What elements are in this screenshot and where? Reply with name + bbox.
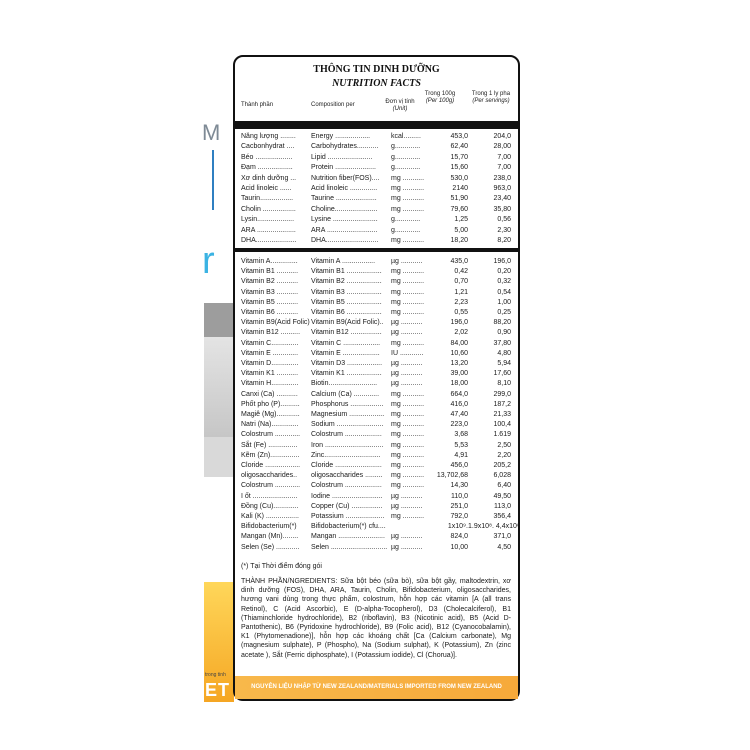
nutrient-name-vi: Béo ................... xyxy=(241,153,293,161)
nutrient-per-serving: 205,2 xyxy=(493,462,511,469)
nutrient-per100: 62,40 xyxy=(450,143,468,151)
nutrient-name-en: Sodium ........................ xyxy=(311,421,384,429)
nutrient-per100: 0,55 xyxy=(454,309,468,316)
nutrition-row xyxy=(241,298,511,308)
nutrient-per100: 2140 xyxy=(452,185,468,192)
nutrient-name-vi: Vitamin B12 .......... xyxy=(241,329,301,337)
nutrition-row xyxy=(241,184,511,194)
nutrition-row xyxy=(241,390,511,400)
nutrient-name-en: Vitamin C ................... xyxy=(311,339,381,347)
nutrition-label xyxy=(233,55,520,701)
nutrition-row xyxy=(241,142,511,152)
nutrient-name-en: Vitamin E ................... xyxy=(311,349,380,357)
nutrient-per-serving: 5,94 xyxy=(497,360,511,367)
package-letter-r: r xyxy=(202,240,215,282)
nutrient-per100: 664,0 xyxy=(450,390,468,398)
header-unit xyxy=(385,99,415,112)
header-per100-vi: Trong 100g xyxy=(424,91,456,97)
nutrient-per100: 5,00 xyxy=(454,226,468,234)
nutrient-name-vi: DHA..................... xyxy=(241,237,297,244)
nutrient-name-en: Phosphorus ................. xyxy=(311,400,384,408)
nutrient-per-serving: 196,0 xyxy=(493,258,511,265)
nutrient-per-serving: 100,4 xyxy=(493,421,511,429)
nutrient-name-vi: Cacbonhydrat .... xyxy=(241,143,295,151)
header-unit-vi: Đơn vị tính xyxy=(385,99,415,105)
nutrition-row xyxy=(241,410,511,420)
nutrient-name-en: Lysine ....................... xyxy=(311,216,378,224)
nutrient-name-vi: I ốt ....................... xyxy=(241,492,298,500)
nutrient-per100: 792,0 xyxy=(450,513,468,520)
package-blue-line xyxy=(212,150,214,210)
nutrient-per-serving: 1.9x10⁸. 4,4x10⁸ xyxy=(468,523,520,531)
nutrient-name-en: Iodine .......................... xyxy=(311,492,383,500)
nutrient-per100: 0,42 xyxy=(454,268,468,276)
nutrient-per100: 51,90 xyxy=(450,195,468,203)
nutrient-name-vi: Vitamin B3 ........... xyxy=(241,288,299,296)
nutrient-name-vi: Vitamin K1 ........... xyxy=(241,370,299,378)
nutrient-per100: 5,53 xyxy=(454,441,468,449)
package-et-text: ET xyxy=(205,680,231,700)
nutrition-row xyxy=(241,308,511,318)
nutrient-unit: µg ........... xyxy=(391,380,423,388)
nutrient-per-serving: 2,50 xyxy=(497,441,511,449)
nutrient-per-serving: 2,20 xyxy=(497,451,511,459)
nutrient-name-vi: ARA .................... xyxy=(241,226,296,234)
nutrient-name-vi: Lysin................... xyxy=(241,216,295,224)
package-right-background xyxy=(520,0,750,750)
nutrient-unit: mg ........... xyxy=(391,472,425,480)
nutrient-name-vi: Vitamin D.............. xyxy=(241,360,299,367)
nutrient-name-en: Copper (Cu) ................ xyxy=(311,502,383,510)
nutrition-row xyxy=(241,277,511,287)
nutrient-unit: mg ........... xyxy=(391,268,425,276)
nutrient-unit: mg ........... xyxy=(391,298,425,306)
nutrient-name-en: Colostrum ................... xyxy=(311,431,382,439)
nutrient-unit: mg ........... xyxy=(391,390,425,398)
nutrient-name-vi: Colostrum ............. xyxy=(241,431,301,439)
nutrient-name-vi: Colostrum ............. xyxy=(241,482,301,490)
package-gray-gradient xyxy=(204,337,234,437)
nutrient-per100: 10,00 xyxy=(450,543,468,551)
nutrient-per100: 453,0 xyxy=(450,133,468,140)
nutrient-unit: µg ........... xyxy=(391,543,423,551)
nutrient-name-en: Taurine ..................... xyxy=(311,195,377,203)
nutrition-row xyxy=(241,430,511,440)
nutrient-unit: mg ........... xyxy=(391,174,425,182)
nutrient-per100: 435,0 xyxy=(450,258,468,265)
nutrient-unit: mg ........... xyxy=(391,421,425,429)
nutrient-unit: µg ........... xyxy=(391,360,423,367)
nutrient-name-vi: Acid linoleic ...... xyxy=(241,185,292,192)
nutrient-unit: mg ........... xyxy=(391,185,425,192)
nutrient-per-serving: 7,00 xyxy=(497,164,511,172)
nutrient-name-en: Selen ............................. xyxy=(311,543,388,551)
ingredients-text: THÀNH PHẦN/NGREDIENTS: Sữa bột béo (sữa bò), sữa bột gầy, maltodextrin, xơ dinh dưỡng (FOS), DHA, ARA, Taurin, Cholin, Bifidobacterium, oligosaccharides, hương vani dùng trong thực phẩm, colostrum, hỗn hợp các vitamin [A (all trans Retinol), C (Acid Ascorbic), E (D-alpha-Tocopherol), D3 (Cholecalciferol), B1 (Thiaminchloride hydrochloride), B2 (riboflavin), B3 (Nicotinic acid), B5 (Acid D-Pantothenic), B6 (Pyridoxine hydrochloride), B9 (Folic acid), B12 (Cyanocobalamin), K1 (Phytomenadione)], hỗn hợp các khoáng chất [Ca (Calcium carbonate), Mg (magnesium sulphate), P (Phospho), Na (Sodium sulphat), K (Potassium), Zn (zinc acetate ), Sắt (Ferric diphosphate), I (Potassium iodide), Cl (Chorua)]. xyxy=(241,578,511,659)
nutrient-unit: g............. xyxy=(391,216,421,224)
nutrition-row xyxy=(241,328,511,338)
nutrient-unit: mg ........... xyxy=(391,441,425,449)
nutrition-row xyxy=(241,471,511,481)
nutrient-per-serving: 356,4 xyxy=(493,513,511,520)
nutrient-name-vi: Cholin ................. xyxy=(241,205,296,213)
nutrient-name-en: Bifidobacterium(*) cfu.... xyxy=(311,523,386,531)
package-small-text: trong tinh xyxy=(205,672,226,678)
nutrient-name-vi: Vitamin H.............. xyxy=(241,380,299,388)
nutrient-per-serving: 28,00 xyxy=(493,143,511,151)
nutrient-per-serving: 4,80 xyxy=(497,349,511,357)
nutrient-name-vi: Vitamin B1 ........... xyxy=(241,268,299,276)
nutrient-name-vi: Phốt pho (P).......... xyxy=(241,400,300,408)
nutrient-name-vi: Kali (K) ................. xyxy=(241,513,299,520)
nutrient-per100: 15,70 xyxy=(450,153,468,161)
nutrient-name-vi: Mangan (Mn)........ xyxy=(241,533,299,541)
header-per100 xyxy=(423,91,457,104)
origin-banner-text: NGUYÊN LIỆU NHẬP TỪ NEW ZEALAND/MATERIALS IMPORTED FROM NEW ZEALAND xyxy=(251,684,502,690)
nutrient-unit: mg ........... xyxy=(391,205,425,213)
nutrition-row xyxy=(241,236,511,246)
nutrient-per-serving: 0,90 xyxy=(497,329,511,337)
nutrition-row xyxy=(241,441,511,451)
nutrient-name-en: Acid linoleic .............. xyxy=(311,185,378,192)
nutrient-name-en: Vitamin B2 .................. xyxy=(311,278,382,286)
nutrient-name-en: Vitamin B1 .................. xyxy=(311,268,382,276)
nutrient-name-vi: Taurin................. xyxy=(241,195,294,203)
nutrition-row xyxy=(241,267,511,277)
nutrient-per-serving: 6,028 xyxy=(493,472,511,480)
nutrient-unit: mg ........... xyxy=(391,309,425,316)
nutrient-per-serving: 37,80 xyxy=(493,339,511,347)
nutrient-per100: 84,00 xyxy=(450,339,468,347)
nutrient-unit: µg ........... xyxy=(391,258,423,265)
header-composition: Composition per xyxy=(311,102,355,108)
nutrient-per-serving: 0,56 xyxy=(497,216,511,224)
nutrition-row xyxy=(241,226,511,236)
nutrient-per100: 47,40 xyxy=(450,411,468,418)
nutrient-per-serving: 187,2 xyxy=(493,400,511,408)
header-component: Thành phần xyxy=(241,102,274,108)
nutrient-name-vi: Vitamin B2 ........... xyxy=(241,278,299,286)
nutrient-name-en: Iron .............................. xyxy=(311,441,384,449)
nutrient-per-serving: 2,30 xyxy=(497,226,511,234)
nutrient-per100: 79,60 xyxy=(450,205,468,213)
nutrient-name-vi: Natri (Na).............. xyxy=(241,421,299,429)
nutrient-per-serving: 49,50 xyxy=(493,492,511,500)
nutrient-per100: 1,21 xyxy=(454,288,468,296)
nutrient-unit: mg ........... xyxy=(391,431,425,439)
nutrient-unit: µg ........... xyxy=(391,370,423,378)
nutrient-per100: 223,0 xyxy=(450,421,468,429)
nutrient-unit: mg ........... xyxy=(391,288,425,296)
nutrient-per100: 3,68 xyxy=(454,431,468,439)
nutrient-per-serving: 7,00 xyxy=(497,153,511,161)
nutrient-name-en: Calcium (Ca) ............. xyxy=(311,390,380,398)
nutrient-name-en: Energy .................. xyxy=(311,133,371,140)
nutrient-per-serving: 8,10 xyxy=(497,380,511,388)
nutrition-row xyxy=(241,163,511,173)
nutrient-per-serving: 17,60 xyxy=(493,370,511,378)
nutrient-per100: 110,0 xyxy=(451,492,468,500)
nutrient-per100: 251,0 xyxy=(450,502,468,510)
nutrient-per-serving: 6,40 xyxy=(497,482,511,490)
nutrition-row xyxy=(241,369,511,379)
nutrition-row xyxy=(241,522,520,532)
nutrient-per-serving: 8,20 xyxy=(497,237,511,244)
nutrient-per100: 1x10⁹. xyxy=(447,523,468,531)
package-left-background xyxy=(0,0,232,750)
nutrition-row xyxy=(241,512,511,522)
nutrient-per100: 13,20 xyxy=(450,360,468,367)
nutrient-name-vi: oligosaccharides.. xyxy=(241,472,298,480)
nutrient-name-en: Colostrum ................... xyxy=(311,482,382,490)
nutrient-name-vi: Canxi (Ca) ........... xyxy=(241,390,298,398)
section-divider xyxy=(235,248,518,252)
nutrient-name-vi: Năng lượng ........ xyxy=(241,133,296,140)
nutrient-name-en: Choline...................... xyxy=(311,205,378,213)
nutrient-name-en: Vitamin B5 .................. xyxy=(311,298,382,306)
nutrient-name-en: Vitamin B12 ................ xyxy=(311,329,382,337)
nutrient-unit: µg ........... xyxy=(391,492,423,500)
nutrient-unit: mg ........... xyxy=(391,462,425,469)
nutrient-per100: 2,02 xyxy=(454,329,468,337)
nutrient-name-en: Vitamin A ................. xyxy=(311,258,376,265)
nutrient-name-en: Vitamin K1 .................. xyxy=(311,370,382,378)
nutrient-unit: mg ........... xyxy=(391,411,425,418)
nutrient-per-serving: 1,00 xyxy=(497,298,511,306)
nutrition-row xyxy=(241,318,511,328)
nutrient-per100: 14,30 xyxy=(450,482,468,490)
nutrient-name-en: Cloride ........................ xyxy=(311,462,382,469)
nutrient-per-serving: 238,0 xyxy=(493,174,511,182)
nutrient-unit: µg ........... xyxy=(391,502,423,510)
header-per100-en: (Per 100g) xyxy=(425,97,455,104)
nutrition-row xyxy=(241,132,511,142)
nutrient-per-serving: 204,0 xyxy=(493,133,511,140)
nutrient-per100: 1,25 xyxy=(454,216,468,224)
nutrient-name-en: ARA .......................... xyxy=(311,226,378,234)
nutrient-per-serving: 88,20 xyxy=(493,319,511,327)
nutrient-name-vi: Đạm .................. xyxy=(241,164,293,172)
nutrient-unit: kcal......... xyxy=(391,133,421,140)
nutrient-unit: mg ........... xyxy=(391,400,425,408)
nutrient-per-serving: 963,0 xyxy=(493,185,511,192)
nutrient-per100: 13,702,68 xyxy=(436,472,468,480)
nutrient-name-vi: Vitamin B6 ........... xyxy=(241,309,299,316)
nutrient-per100: 15,60 xyxy=(450,164,468,172)
nutrition-row xyxy=(241,420,511,430)
nutrition-row xyxy=(241,461,511,471)
nutrient-per100: 824,0 xyxy=(450,533,468,541)
nutrient-name-vi: Magiê (Mg)............ xyxy=(241,411,300,418)
nutrient-per-serving: 4,50 xyxy=(497,543,511,551)
nutrient-per100: 2,23 xyxy=(454,298,468,306)
nutrition-row xyxy=(241,481,511,491)
nutrient-per-serving: 21,33 xyxy=(493,411,511,418)
nutrition-row xyxy=(241,543,511,553)
nutrient-name-en: Mangan ........................ xyxy=(311,533,385,541)
nutrition-row xyxy=(241,205,511,215)
header-unit-en: (Unit) xyxy=(392,105,408,112)
nutrient-per100: 10,60 xyxy=(450,349,468,357)
nutrient-name-vi: Selen (Se) ............ xyxy=(241,543,300,551)
nutrition-row xyxy=(241,194,511,204)
nutrient-name-vi: Cloride .................. xyxy=(241,462,301,469)
nutrient-name-en: Carbohydrates........... xyxy=(311,143,379,151)
nutrient-per100: 196,0 xyxy=(450,319,468,327)
nutrient-name-vi: Vitamin B5 ........... xyxy=(241,298,299,306)
nutrient-name-en: DHA........................... xyxy=(311,237,379,244)
label-title-vi: THÔNG TIN DINH DƯỠNG xyxy=(313,64,440,75)
nutrient-unit: mg ........... xyxy=(391,482,425,490)
nutrition-row xyxy=(241,379,511,389)
nutrient-per100: 0,70 xyxy=(454,278,468,286)
nutrient-per-serving: 0,25 xyxy=(497,309,511,316)
nutrition-row xyxy=(241,288,511,298)
nutrition-row xyxy=(241,359,511,369)
nutrient-per-serving: 299,0 xyxy=(493,390,511,398)
package-letter-m: M xyxy=(202,120,221,145)
nutrient-per-serving: 0,54 xyxy=(497,288,511,296)
nutrition-row xyxy=(241,532,511,542)
nutrient-unit: mg ........... xyxy=(391,451,425,459)
nutrient-unit: mg ........... xyxy=(391,195,425,203)
nutrient-name-vi: Bifidobacterium(*) xyxy=(241,523,297,531)
header-serving xyxy=(470,91,512,104)
nutrient-name-en: Nutrition fiber(FOS).... xyxy=(311,174,380,182)
nutrient-unit: mg ........... xyxy=(391,513,425,520)
nutrient-name-vi: Vitamin A.............. xyxy=(241,258,298,265)
nutrient-per100: 4,91 xyxy=(454,451,468,459)
nutrient-name-vi: Vitamin C.............. xyxy=(241,339,299,347)
nutrient-unit: g............. xyxy=(391,164,421,172)
nutrient-per-serving: 35,80 xyxy=(493,205,511,213)
nutrient-name-en: Lipid ....................... xyxy=(311,153,373,161)
nutrient-per-serving: 0,32 xyxy=(497,278,511,286)
nutrient-name-en: Vitamin B9(Acid Folic).. xyxy=(311,319,384,327)
nutrient-per100: 18,00 xyxy=(450,380,468,388)
nutrient-name-vi: Xơ dinh dưỡng ... xyxy=(241,174,297,182)
nutrient-name-en: Potassium .................... xyxy=(311,513,385,520)
nutrient-name-vi: Đồng (Cu)............. xyxy=(241,502,299,510)
header-serving-en: (Per servings) xyxy=(472,97,510,104)
nutrient-name-en: Biotin......................... xyxy=(311,380,378,388)
nutrition-row xyxy=(241,339,511,349)
nutrition-row xyxy=(241,451,511,461)
nutrition-row xyxy=(241,215,511,225)
nutrition-row xyxy=(241,400,511,410)
nutrient-per-serving: 23,40 xyxy=(493,195,511,203)
nutrient-per-serving: 371,0 xyxy=(493,533,511,541)
nutrient-unit: µg ........... xyxy=(391,533,423,541)
nutrient-name-vi: Kẽm (Zn)............... xyxy=(241,451,300,459)
nutrient-name-vi: Sắt (Fe) ............... xyxy=(241,441,298,449)
nutrient-per-serving: 1.619 xyxy=(493,431,511,439)
nutrient-name-en: Zinc............................. xyxy=(311,451,381,459)
nutrient-name-en: Vitamin D3 .................. xyxy=(311,360,383,367)
label-title-en: NUTRITION FACTS xyxy=(332,78,421,89)
nutrient-unit: IU ............ xyxy=(391,349,424,357)
nutrient-per100: 39,00 xyxy=(450,370,468,378)
header-divider xyxy=(235,121,518,129)
nutrient-unit: µg ........... xyxy=(391,329,423,337)
nutrient-name-en: Vitamin B3 .................. xyxy=(311,288,382,296)
nutrient-unit: mg ........... xyxy=(391,339,425,347)
nutrition-row xyxy=(241,502,511,512)
nutrition-row xyxy=(241,349,511,359)
nutrient-name-en: Vitamin B6 .................. xyxy=(311,309,382,316)
nutrient-per-serving: 113,0 xyxy=(494,502,511,510)
header-serving-vi: Trong 1 ly pha xyxy=(471,91,511,97)
nutrient-name-vi: Vitamin B9(Acid Folic) xyxy=(241,319,310,327)
footnote: (*) Tại Thời điểm đóng gói xyxy=(241,563,322,570)
nutrient-per100: 18,20 xyxy=(450,237,468,244)
package-gray-band xyxy=(204,303,234,337)
nutrition-row xyxy=(241,153,511,163)
nutrient-name-en: Magnesium .................. xyxy=(311,411,385,418)
nutrient-per-serving: 0,20 xyxy=(497,268,511,276)
nutrition-row xyxy=(241,174,511,184)
nutrient-name-vi: Vitamin E ............. xyxy=(241,349,299,357)
nutrient-unit: mg ........... xyxy=(391,237,425,244)
package-gray-band-lower xyxy=(204,437,234,477)
nutrient-name-en: Protein ..................... xyxy=(311,164,376,172)
nutrient-unit: µg ........... xyxy=(391,319,423,327)
nutrient-per100: 416,0 xyxy=(450,400,468,408)
nutrient-unit: g............. xyxy=(391,143,421,151)
nutrient-unit: g............. xyxy=(391,153,421,161)
nutrition-row xyxy=(241,492,511,502)
nutrient-per100: 456,0 xyxy=(450,462,468,469)
nutrition-row xyxy=(241,257,511,267)
nutrient-name-en: oligosaccharides ......... xyxy=(311,472,383,480)
nutrient-unit: g............. xyxy=(391,226,421,234)
nutrient-per100: 530,0 xyxy=(450,174,468,182)
nutrient-unit: mg ........... xyxy=(391,278,425,286)
